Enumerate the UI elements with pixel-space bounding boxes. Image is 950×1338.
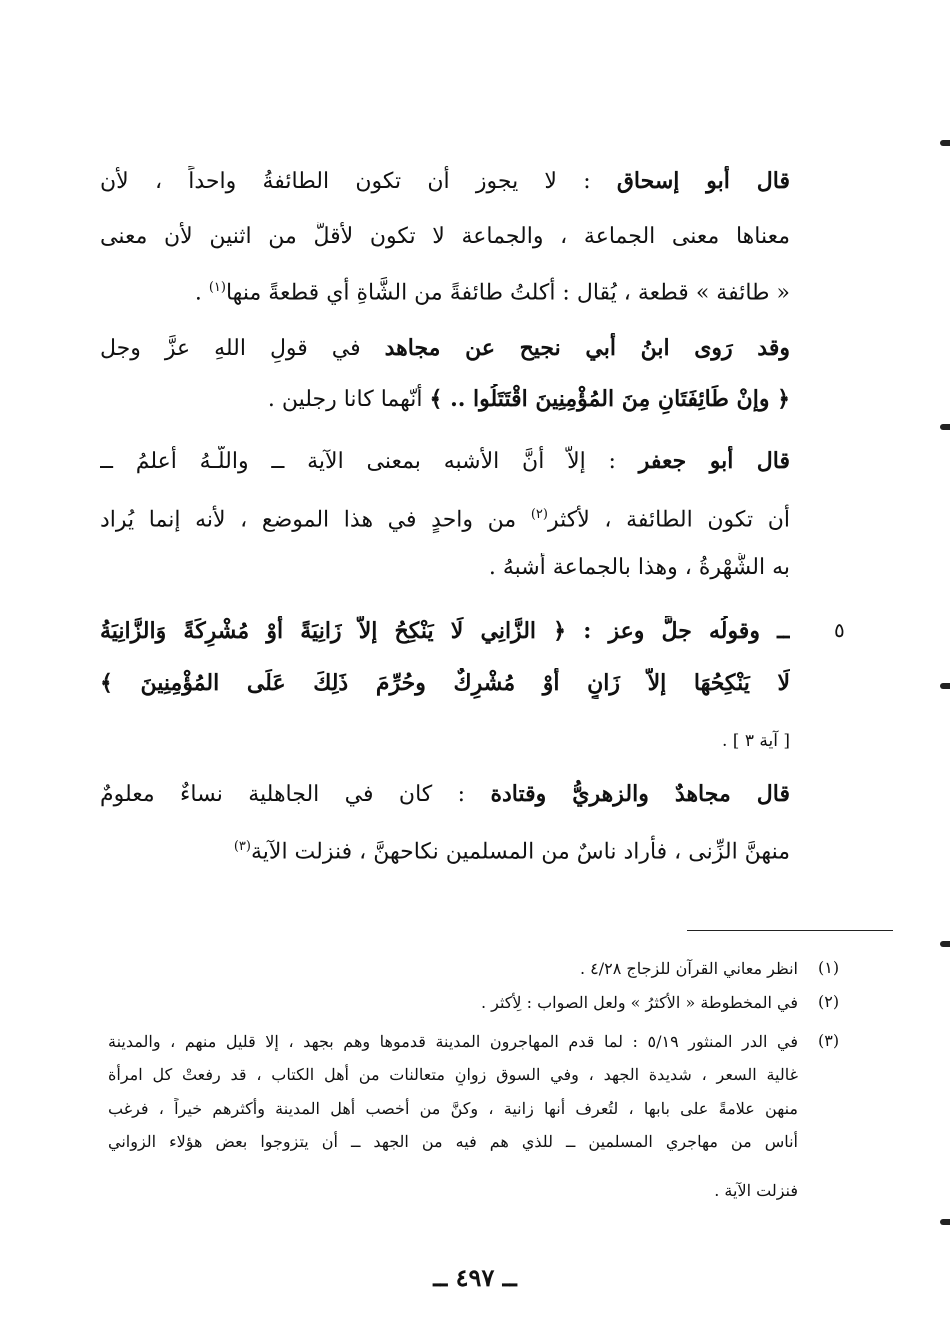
quran-quote: ﴿ الزَّانِي لَا يَنْكِحُ إلاَّ زَانِيَةً أَوْ مُشْرِكَةً وَالزَّانِيَةُ xyxy=(100,618,567,644)
edge-mark xyxy=(940,683,950,689)
footnote-ref: (٣) xyxy=(233,839,251,854)
verse-marker: ٥ xyxy=(834,618,845,642)
footnote-ref: (٢) xyxy=(530,507,548,522)
footnote-3-line: منهن علامةً على بابها ، لتُعرف أنها زانية ، وكنَّ من أخصب أهل المدينة وأكثرهم خيراً ، فرغب xyxy=(108,1099,798,1118)
quran-quote: ﴿ وإنْ طَائِفَتَانِ مِنَ المُؤْمِنِينَ اقْتَتَلُوا .. ﴾ xyxy=(429,386,790,412)
footnote-ref: (١) xyxy=(208,280,226,295)
edge-mark xyxy=(940,941,950,947)
footnote-3-line: في الدر المنثور ٥/١٩ : لما قدم المهاجرون المدينة قدموها وهم بجهد ، إلا قليل منهم ، والمدينة xyxy=(108,1032,798,1051)
para1-line2: معناها معنى الجماعة ، والجماعة لا تكون لأقلَّ من اثنين لأن معنى xyxy=(100,224,790,249)
footnote-3-line: فنزلت الآية . xyxy=(714,1181,798,1200)
para3-line1: قال أبو جعفر : إلاَّ أنَّ الأشبه بمعنى الآية ــ واللَّـهُ أعلمُ ــ xyxy=(100,448,790,474)
para5-line2: منهنَّ الزِّنى ، فأراد ناسٌ من المسلمين نكاحهنَّ ، فنزلت الآية$^{(٣)}$ xyxy=(233,839,790,865)
page-number: ــ ٤٩٧ ــ xyxy=(433,1263,517,1292)
edge-mark xyxy=(940,1219,950,1225)
edge-mark xyxy=(940,424,950,430)
para3-line3: به الشُّهْرةُ ، وهذا بالجماعة أشبهُ . xyxy=(488,555,790,580)
footnote-2: في المخطوطة « الأكثرُ » ولعل الصواب : لِأكثر . xyxy=(480,993,798,1012)
para1-line3: « طائفة » قطعة ، يُقال : أكلتُ طائفةً من الشَّاةِ أي قطعةً منها$^{(١)}$ . xyxy=(194,280,790,306)
footnote-separator xyxy=(687,930,893,931)
para3-line2: أن تكون الطائفة ، لأكثر$^{(٢)}$ من واحدٍ في هذا الموضع ، لأنه إنما يُراد xyxy=(100,507,790,533)
para4-line1: ــ وقولُه جلَّ وعز : ﴿ الزَّانِي لَا يَنْكِحُ إلاَّ زَانِيَةً أَوْ مُشْرِكَةً وَالزَّانِيَةُ xyxy=(100,618,790,644)
para2-line1: وقد رَوى ابنُ أبي نجيح عن مجاهد في قولِ اللهِ عزَّ وجل xyxy=(100,335,790,361)
para4-line2 xyxy=(100,668,790,699)
verse-reference: [ آية ٣ ] . xyxy=(722,731,790,751)
speaker-name: قال أبو إسحاق xyxy=(616,168,790,194)
footnote-1: انظر معاني القرآن للزجاج ٤/٢٨ . xyxy=(579,959,798,978)
para2-line2: ﴿ وإنْ طَائِفَتَانِ مِنَ المُؤْمِنِينَ اقْتَتَلُوا .. ﴾ أنّهما كانا رجلين . xyxy=(267,386,790,412)
speaker-name: قال مجاهدٌ والزهريُّ وقتادة xyxy=(490,781,790,807)
para5-line1: قال مجاهدٌ والزهريُّ وقتادة : كان في الجاهلية نساءٌ معلومٌ xyxy=(100,781,790,807)
quran-quote: لَا يَنْكِحُهَا إلاَّ زَانٍ أَوْ مُشْرِكٌ وحُرِّمَ ذَلِكَ عَلَى المُؤْمِنِينَ ﴾ xyxy=(100,670,790,696)
speaker-name: قال أبو جعفر xyxy=(638,448,790,474)
footnote-number: (١) xyxy=(818,958,840,977)
footnote-3-line: غالية السعر ، شديدة الجهد ، وفي السوق زوانٍ متعالنات من أهل الكتاب ، قد رفعتْ كل امرأة xyxy=(108,1065,798,1084)
footnote-number: (٣) xyxy=(818,1031,840,1050)
footnote-3-line: أناس من مهاجري المسلمين ــ للذي هم فيه من الجهد ــ أن يتزوجوا بعض هؤلاء الزواني xyxy=(108,1132,798,1151)
edge-mark xyxy=(940,140,950,146)
para1-line1: قال أبو إسحاق : لا يجوز أن تكون الطائفةُ واحداً ، لأن xyxy=(100,168,790,194)
narrator-chain: وقد رَوى ابنُ أبي نجيح عن مجاهد xyxy=(384,335,790,361)
footnote-number: (٢) xyxy=(818,992,840,1011)
